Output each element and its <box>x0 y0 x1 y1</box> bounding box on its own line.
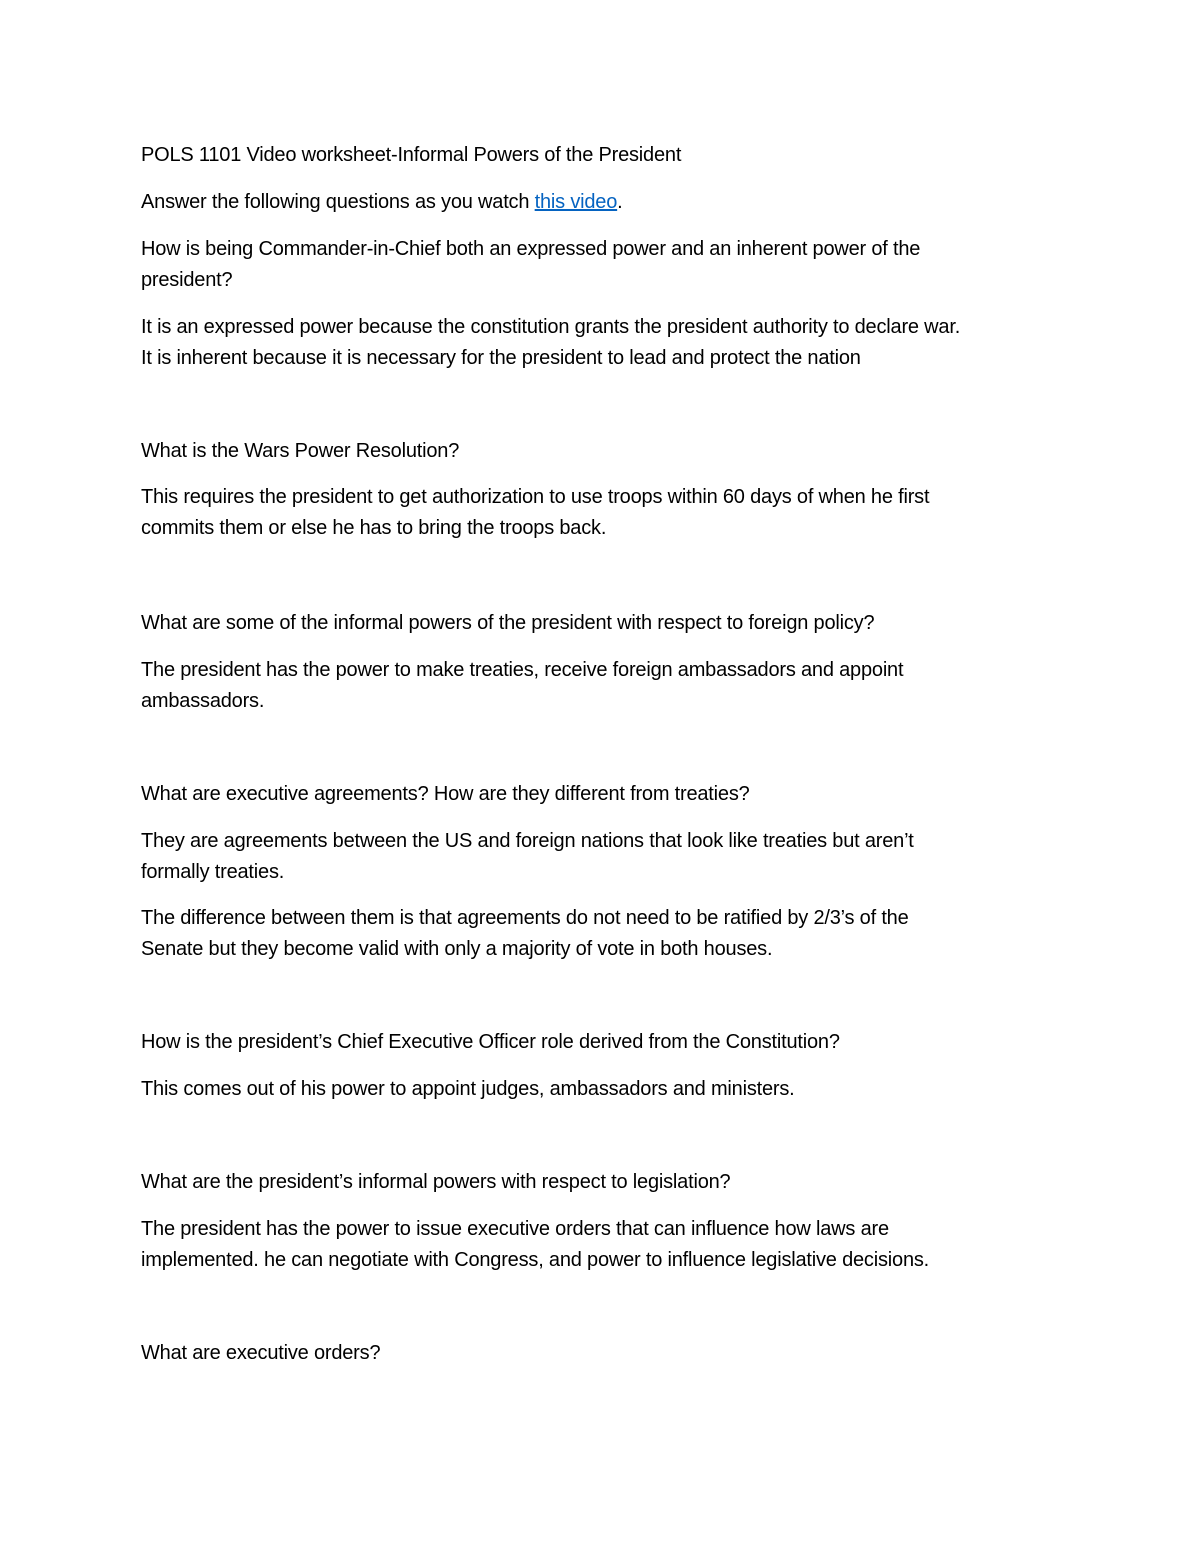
question-7-line-1: What are executive orders? <box>141 1342 381 1364</box>
question-3-line-1: What are some of the informal powers of the president with respect to foreign policy? <box>141 612 875 634</box>
answer-1-line-1: It is an expressed power because the constitution grants the president authority to declare war. <box>141 316 961 338</box>
question-4-line-1: What are executive agreements? How are they different from treaties? <box>141 783 750 805</box>
answer-3-line-1: The president has the power to make treaties, receive foreign ambassadors and appoint <box>141 659 904 681</box>
question-6-line-1: What are the president’s informal powers with respect to legislation? <box>141 1171 731 1193</box>
answer-4b-line-2: Senate but they become valid with only a majority of vote in both houses. <box>141 938 773 960</box>
video-link[interactable]: this video <box>534 191 618 213</box>
intro-text: Answer the following questions as you watch <box>141 191 535 213</box>
answer-4a-line-2: formally treaties. <box>141 861 285 883</box>
answer-1-line-2: It is inherent because it is necessary for the president to lead and protect the nation <box>141 347 861 369</box>
document-title: POLS 1101 Video worksheet-Informal Powers of the President <box>141 144 682 166</box>
answer-6-line-1: The president has the power to issue executive orders that can influence how laws are <box>141 1218 889 1240</box>
answer-3-line-2: ambassadors. <box>141 690 265 712</box>
answer-2-line-1: This requires the president to get authorization to use troops within 60 days of when he first <box>141 486 930 508</box>
answer-4b-line-1: The difference between them is that agreements do not need to be ratified by 2/3’s of the <box>141 907 909 929</box>
intro-line <box>141 187 1071 218</box>
question-5-line-1: How is the president’s Chief Executive Officer role derived from the Constitution? <box>141 1031 840 1053</box>
question-1-line-2: president? <box>141 269 233 291</box>
question-1-line-1: How is being Commander-in-Chief both an expressed power and an inherent power of the <box>141 238 921 260</box>
answer-2-line-2: commits them or else he has to bring the troops back. <box>141 517 607 539</box>
answer-6-line-2: implemented. he can negotiate with Congress, and power to influence legislative decisions. <box>141 1249 930 1271</box>
answer-4a-line-1: They are agreements between the US and foreign nations that look like treaties but aren’t <box>141 830 914 852</box>
answer-5-line-1: This comes out of his power to appoint judges, ambassadors and ministers. <box>141 1078 795 1100</box>
intro-period: . <box>617 191 623 213</box>
question-2-line-1: What is the Wars Power Resolution? <box>141 440 460 462</box>
